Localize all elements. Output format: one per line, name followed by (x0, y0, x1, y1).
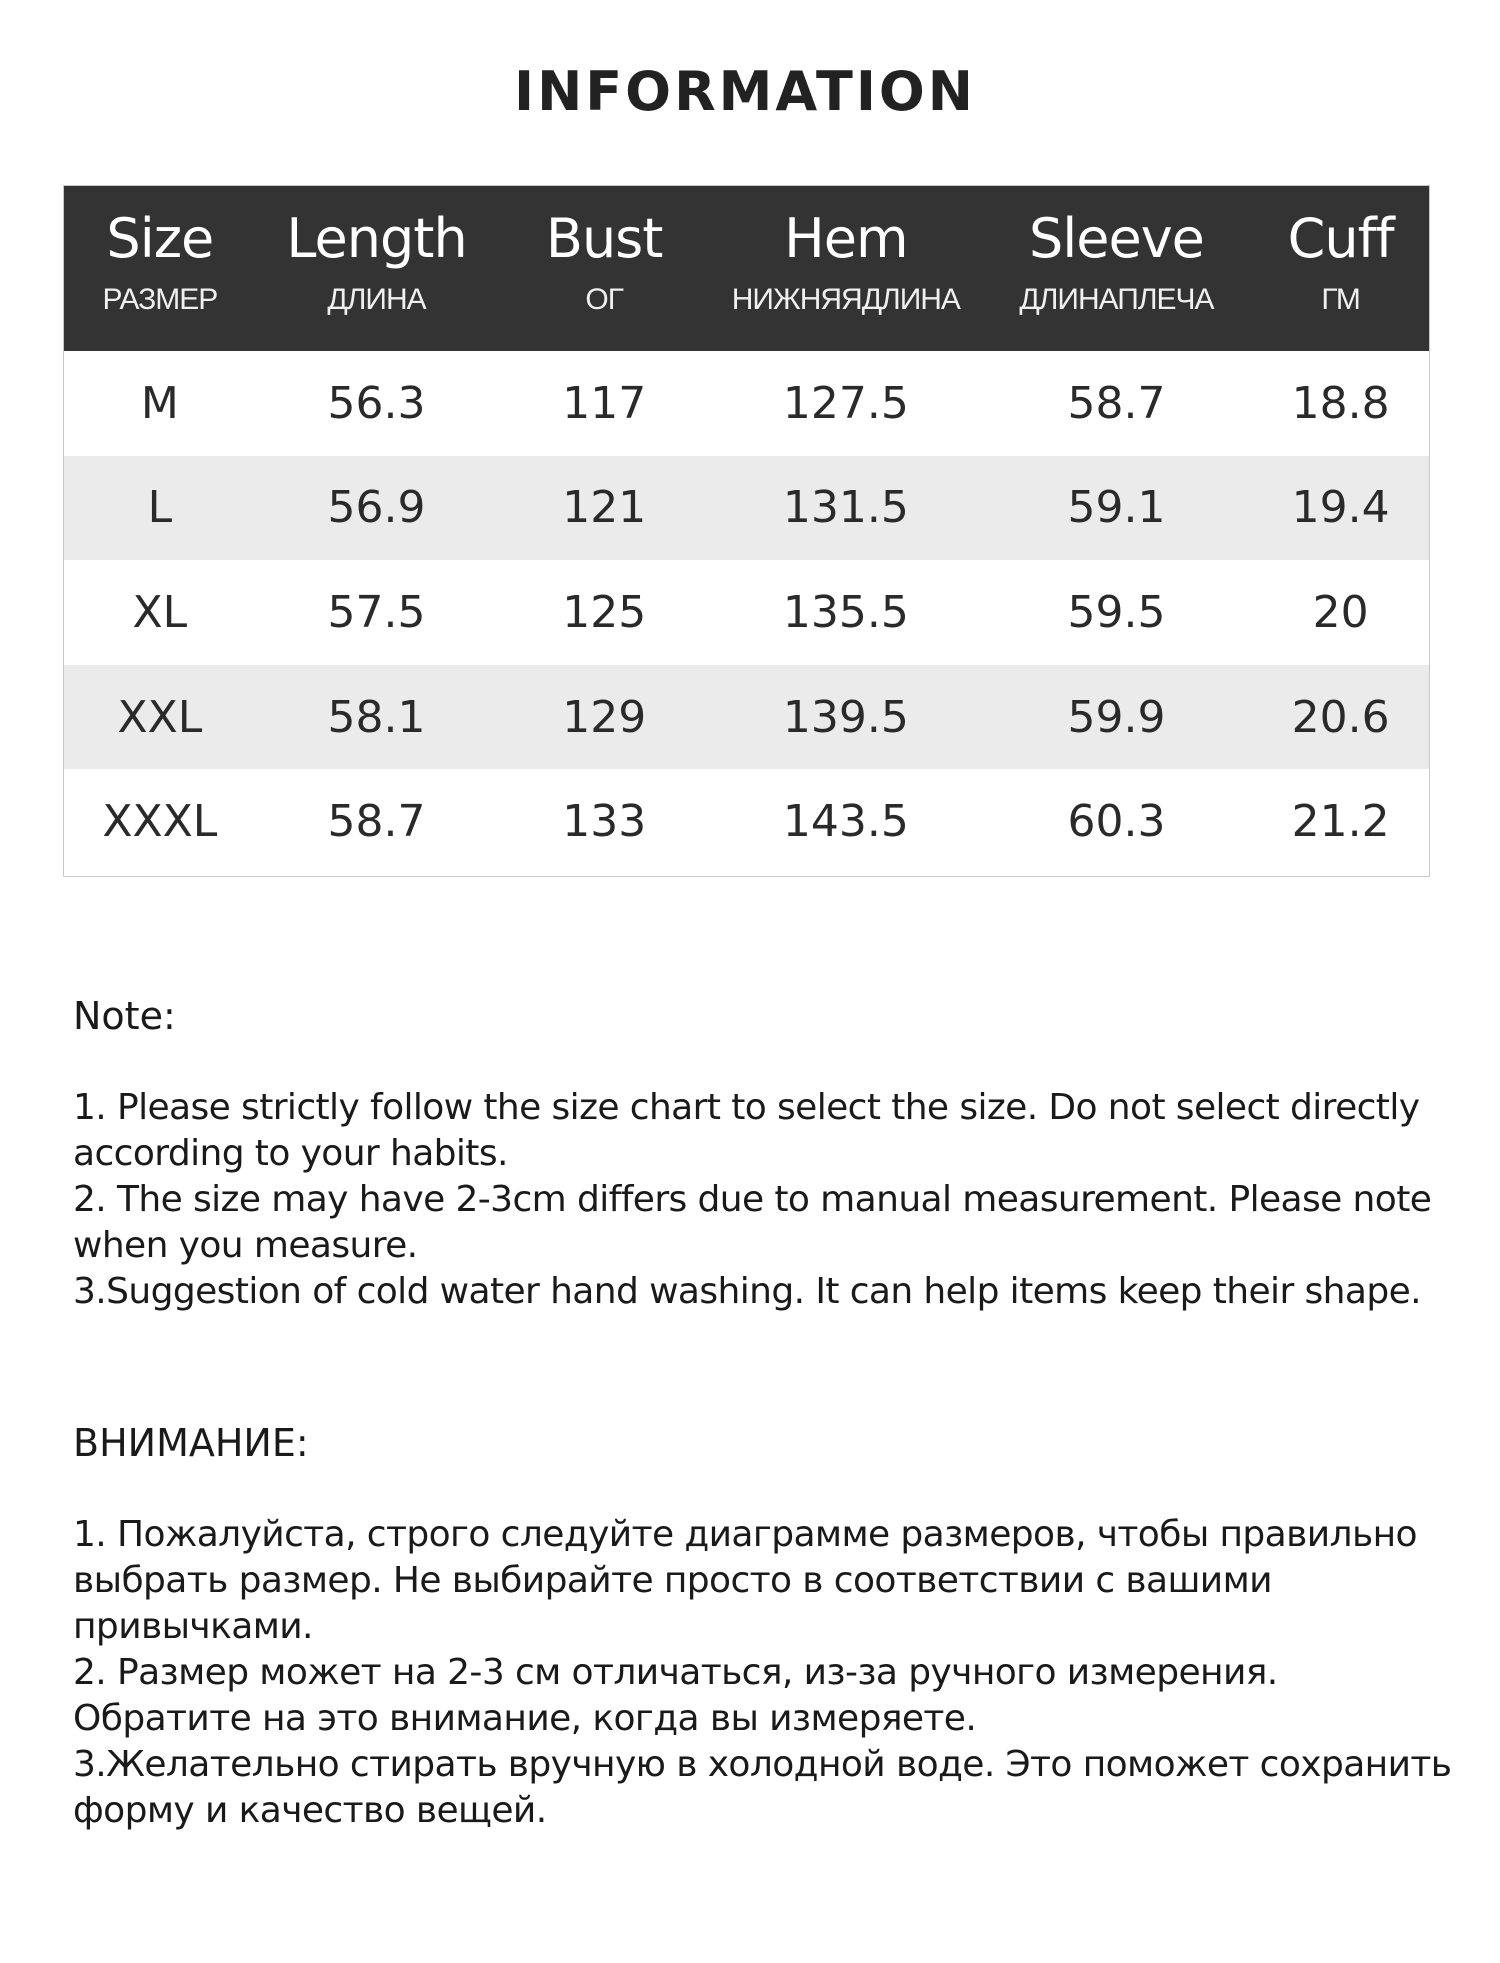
header-length (256, 186, 498, 351)
cell-sleeve: 58.7 (1067, 377, 1166, 429)
note-line: 3.Желательно стирать вручную в холодной воде. Это поможет сохранить (73, 1744, 1452, 1785)
table-row (64, 665, 1429, 770)
header-label: Bust (545, 207, 663, 270)
cell-bust: 129 (562, 691, 647, 743)
cell-cuff: 20 (1312, 586, 1369, 638)
header-sublabel: ОГ (585, 283, 623, 316)
note-heading: Note: (73, 994, 176, 1038)
cell-cuff: 18.8 (1291, 377, 1390, 429)
table-row (64, 560, 1429, 665)
cell-bust: 117 (562, 377, 647, 429)
cell-sleeve: 59.1 (1067, 482, 1166, 534)
header-size (64, 186, 256, 351)
cell-length: 56.9 (327, 482, 426, 534)
cell-length: 56.3 (327, 377, 426, 429)
note-body (73, 1085, 1473, 1315)
cell-sleeve: 59.5 (1067, 586, 1166, 638)
cell-length: 57.5 (327, 586, 426, 638)
note-line: 1. Please strictly follow the size chart to select the size. Do not select directly (73, 1087, 1420, 1128)
note-line: 2. The size may have 2-3cm differs due to manual measurement. Please note (73, 1179, 1432, 1220)
header-sleeve (981, 186, 1253, 351)
note-heading: ВНИМАНИЕ: (73, 1421, 309, 1465)
header-sublabel: ДЛИНА (327, 283, 426, 316)
note-line: выбрать размер. Не выбирайте просто в соответствии с вашими (73, 1560, 1272, 1601)
note-line: привычками. (73, 1606, 313, 1647)
table-row (64, 456, 1429, 561)
cell-hem: 135.5 (782, 586, 909, 638)
cell-size: XXXL (102, 796, 218, 848)
cell-length: 58.7 (327, 796, 426, 848)
size-chart-table (63, 185, 1430, 877)
note-line: according to your habits. (73, 1133, 508, 1174)
cell-sleeve: 60.3 (1067, 796, 1166, 848)
cell-hem: 127.5 (782, 377, 909, 429)
cell-hem: 131.5 (782, 482, 909, 534)
header-label: Length (286, 207, 467, 270)
cell-bust: 133 (562, 796, 647, 848)
table-row (64, 769, 1429, 874)
cell-sleeve: 59.9 (1067, 691, 1166, 743)
header-sublabel: НИЖНЯЯДЛИНА (731, 283, 960, 316)
cell-size: M (140, 377, 179, 429)
table-body (64, 351, 1429, 874)
cell-size: XXL (117, 691, 203, 743)
note-line: Обратите на это внимание, когда вы измеряете. (73, 1698, 977, 1739)
table-header (64, 186, 1429, 351)
header-label: Hem (784, 207, 908, 270)
note-line: 3.Suggestion of cold water hand washing. It can help items keep their shape. (73, 1271, 1421, 1312)
cell-size: L (147, 482, 173, 534)
note-body (73, 1512, 1473, 1834)
note-english (73, 993, 1473, 1315)
header-hem (711, 186, 981, 351)
note-line: when you measure. (73, 1225, 418, 1266)
header-sublabel: РАЗМЕР (102, 283, 218, 316)
note-line: 2. Размер может на 2-3 см отличаться, из-за ручного измерения. (73, 1652, 1278, 1693)
cell-bust: 121 (562, 482, 647, 534)
header-label: Cuff (1287, 207, 1394, 270)
cell-length: 58.1 (327, 691, 426, 743)
header-label: Size (106, 207, 214, 270)
cell-bust: 125 (562, 586, 647, 638)
cell-cuff: 19.4 (1291, 482, 1390, 534)
header-bust (497, 186, 711, 351)
header-sublabel: ГМ (1321, 283, 1360, 316)
cell-hem: 139.5 (782, 691, 909, 743)
page-title: INFORMATION (513, 60, 977, 123)
note-line: форму и качество вещей. (73, 1790, 547, 1831)
header-label: Sleeve (1029, 207, 1204, 270)
header-cuff (1252, 186, 1429, 351)
table-row (64, 351, 1429, 456)
cell-hem: 143.5 (782, 796, 909, 848)
cell-cuff: 20.6 (1291, 691, 1390, 743)
note-russian (73, 1420, 1473, 1834)
header-sublabel: ДЛИНАПЛЕЧА (1019, 283, 1214, 316)
note-line: 1. Пожалуйста, строго следуйте диаграмме размеров, чтобы правильно (73, 1514, 1417, 1555)
cell-size: XL (132, 586, 188, 638)
cell-cuff: 21.2 (1291, 796, 1390, 848)
